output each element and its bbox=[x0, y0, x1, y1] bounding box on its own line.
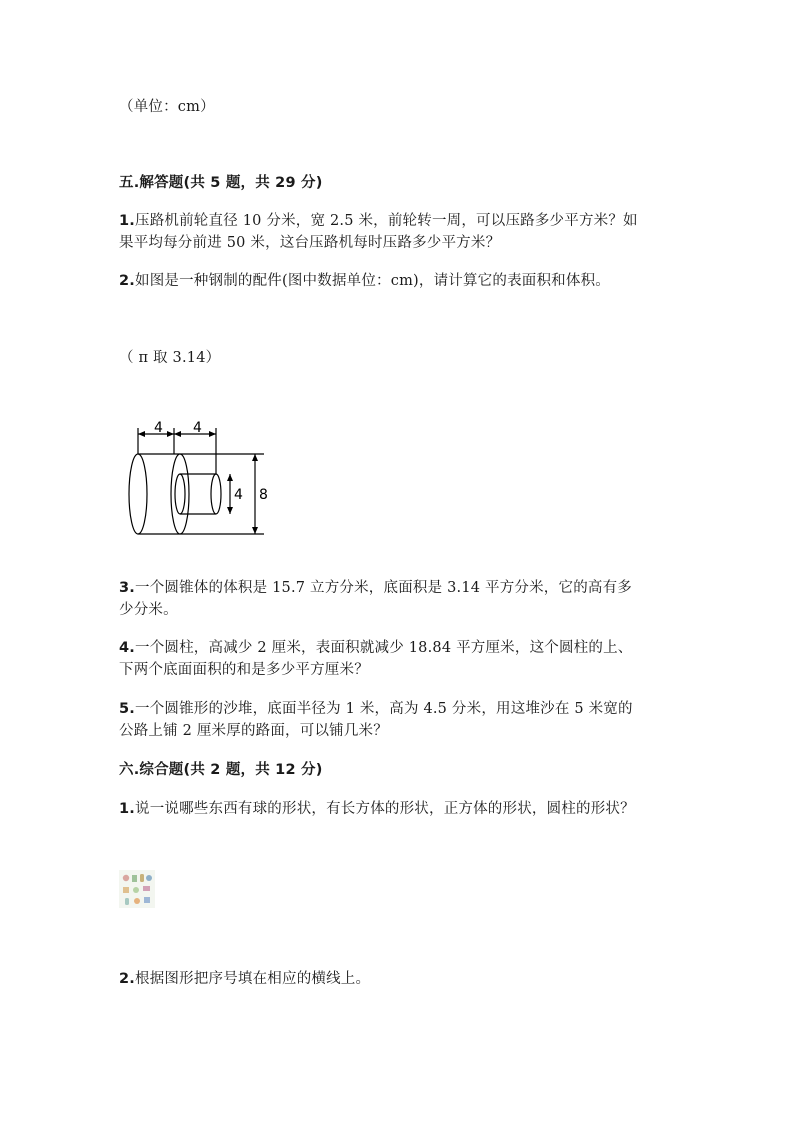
arrow-head bbox=[174, 431, 181, 437]
question-5-1-line-2: 果平均每分前进 50 米，这台压路机每时压路多少平方米？ bbox=[119, 235, 501, 251]
question-number: 4. bbox=[119, 640, 135, 656]
section5-title: 五.解答题(共 5 题，共 29 分) bbox=[119, 175, 323, 191]
cylinder-icon bbox=[125, 898, 129, 905]
dim-label-small-diameter: 4 bbox=[234, 487, 243, 503]
dim-label-large-diameter: 8 bbox=[259, 487, 268, 503]
question-5-3-line-2: 少分米。 bbox=[119, 602, 178, 618]
question-5-5-line-2: 公路上铺 2 厘米厚的路面，可以铺几米？ bbox=[119, 723, 388, 739]
question-number: 3. bbox=[119, 580, 135, 596]
question-text: 一个圆锥形的沙堆，底面半径为 1 米，高为 4.5 分米，用这堆沙在 5 米宽的 bbox=[135, 701, 633, 717]
question-5-3-line-1 bbox=[119, 577, 632, 599]
arrow-head bbox=[227, 507, 233, 514]
ball-icon bbox=[133, 887, 139, 893]
cylinder-icon bbox=[140, 874, 144, 882]
arrow-head bbox=[209, 431, 216, 437]
question-number: 1. bbox=[119, 801, 135, 817]
question-text: 根据图形把序号填在相应的横线上。 bbox=[135, 971, 371, 987]
section6-title: 六.综合题(共 2 题，共 12 分) bbox=[119, 762, 323, 778]
question-text: 一个圆锥体的体积是 15.7 立方分米，底面积是 3.14 平方分米，它的高有多 bbox=[135, 580, 633, 596]
cube-icon bbox=[144, 897, 150, 903]
arrow-head bbox=[227, 474, 233, 481]
question-number: 1. bbox=[119, 213, 135, 229]
arrow-head bbox=[138, 431, 145, 437]
ball-icon bbox=[123, 875, 129, 881]
question-text: 如图是一种钢制的配件(图中数据单位：cm)，请计算它的表面积和体积。 bbox=[135, 273, 610, 289]
question-5-4-line-1 bbox=[119, 637, 632, 659]
question-5-2-line-1 bbox=[119, 270, 610, 292]
question-text: 说一说哪些东西有球的形状，有长方体的形状，正方体的形状，圆柱的形状？ bbox=[135, 801, 635, 817]
question-5-5-line-1 bbox=[119, 698, 633, 720]
ball-icon bbox=[146, 875, 152, 881]
ball-icon bbox=[134, 898, 140, 904]
steel-part-figure bbox=[118, 420, 278, 540]
objects-thumbnail-image bbox=[119, 870, 155, 908]
cube-icon bbox=[123, 887, 129, 893]
question-text: 压路机前轮直径 10 分米，宽 2.5 米，前轮转一周，可以压路多少平方米？如 bbox=[135, 213, 638, 229]
question-5-4-line-2: 下两个底面面积的和是多少平方厘米？ bbox=[119, 662, 369, 678]
question-6-2-line-1 bbox=[119, 968, 370, 990]
question-5-1-line-1 bbox=[119, 210, 638, 232]
box-icon bbox=[143, 886, 150, 891]
arrow-head bbox=[252, 527, 258, 534]
question-number: 2. bbox=[119, 971, 135, 987]
dim-label-left-width: 4 bbox=[154, 420, 163, 436]
question-text: 一个圆柱，高减少 2 厘米，表面积就减少 18.84 平方厘米，这个圆柱的上、 bbox=[135, 640, 633, 656]
dim-label-right-width: 4 bbox=[193, 420, 202, 436]
arrow-head bbox=[252, 454, 258, 461]
arrow-head bbox=[167, 431, 174, 437]
small-cylinder-left-base bbox=[175, 474, 185, 514]
pi-note: （ π 取 3.14） bbox=[119, 350, 221, 366]
question-number: 2. bbox=[119, 273, 135, 289]
question-number: 5. bbox=[119, 701, 135, 717]
unit-note: （单位：cm） bbox=[119, 99, 215, 115]
question-6-1-line-1 bbox=[119, 798, 635, 820]
box-icon bbox=[132, 875, 137, 882]
large-cylinder-left-base bbox=[129, 454, 147, 534]
small-cylinder-right-base bbox=[211, 474, 221, 514]
